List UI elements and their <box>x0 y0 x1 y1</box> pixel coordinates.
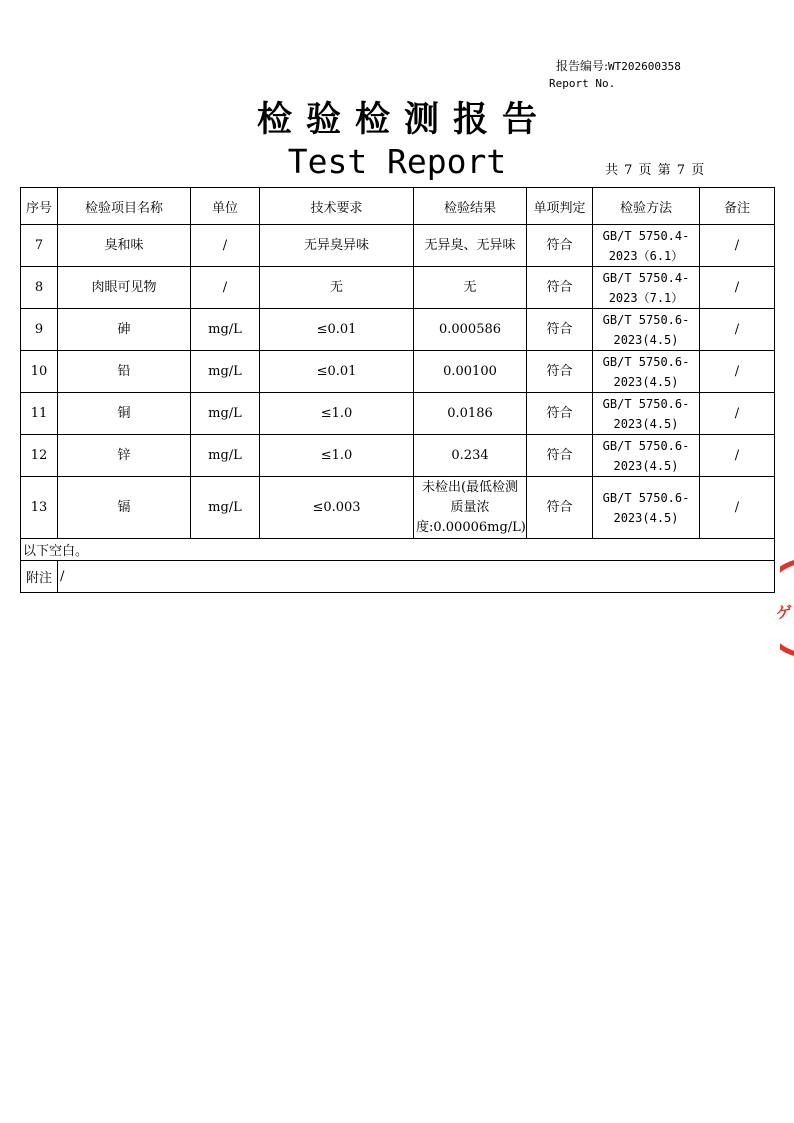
cell-result: 无 <box>414 267 527 309</box>
col-header-method: 检验方法 <box>593 188 700 225</box>
title-en: Test Report <box>287 142 507 181</box>
note-value: / <box>58 561 775 593</box>
cell-requirement: ≤0.01 <box>260 351 414 393</box>
cell-judgement: 符合 <box>527 435 593 477</box>
cell-remark: / <box>700 351 775 393</box>
cell-no: 8 <box>21 267 58 309</box>
stamp-mark: ゲ <box>776 603 793 622</box>
title-cn: 检验检测报告 <box>256 99 551 140</box>
table-header <box>21 188 775 225</box>
cell-result: 0.0186 <box>414 393 527 435</box>
cell-remark: / <box>700 309 775 351</box>
results-table <box>20 187 775 593</box>
cell-result: 0.000586 <box>414 309 527 351</box>
cell-method <box>593 477 700 539</box>
cell-method <box>593 435 700 477</box>
cell-remark: / <box>700 393 775 435</box>
cell-judgement: 符合 <box>527 351 593 393</box>
col-header-no: 序号 <box>21 188 58 225</box>
cell-method <box>593 225 700 267</box>
cell-judgement: 符合 <box>527 309 593 351</box>
result-line: 质量浓 <box>450 499 490 515</box>
method-line: 2023(4.5) <box>613 416 679 431</box>
cell-item: 砷 <box>58 309 191 351</box>
col-header-remark: 备注 <box>700 188 775 225</box>
cell-item: 铅 <box>58 351 191 393</box>
cell-unit: mg/L <box>191 393 260 435</box>
table-row <box>21 393 775 435</box>
cell-method <box>593 351 700 393</box>
blank-row <box>21 539 775 561</box>
cell-result: 无异臭、无异味 <box>414 225 527 267</box>
note-row <box>21 561 775 593</box>
col-header-unit: 单位 <box>191 188 260 225</box>
cell-item: 镉 <box>58 477 191 539</box>
method-line: GB/T 5750.4- <box>602 228 690 243</box>
cell-unit: mg/L <box>191 477 260 539</box>
cell-unit: mg/L <box>191 351 260 393</box>
cell-no: 12 <box>21 435 58 477</box>
method-line: 2023(4.5) <box>613 332 679 347</box>
method-line: GB/T 5750.6- <box>602 490 690 505</box>
cell-result: 0.00100 <box>414 351 527 393</box>
cell-item: 锌 <box>58 435 191 477</box>
cell-requirement: ≤1.0 <box>260 393 414 435</box>
report-number <box>549 58 681 92</box>
cell-no: 10 <box>21 351 58 393</box>
method-line: GB/T 5750.6- <box>602 396 690 411</box>
result-line: 未检出(最低检测 <box>421 479 519 495</box>
col-header-judgement: 单项判定 <box>527 188 593 225</box>
cell-remark: / <box>700 477 775 539</box>
cell-requirement: 无 <box>260 267 414 309</box>
method-line: 2023（6.1） <box>608 248 684 263</box>
cell-unit: / <box>191 225 260 267</box>
cell-judgement: 符合 <box>527 393 593 435</box>
cell-judgement: 符合 <box>527 477 593 539</box>
cell-requirement: ≤1.0 <box>260 435 414 477</box>
report-no-value: WT202600358 <box>608 60 681 73</box>
table-row <box>21 351 775 393</box>
method-line: GB/T 5750.4- <box>602 270 690 285</box>
method-line: 2023(4.5) <box>613 458 679 473</box>
cell-requirement: ≤0.01 <box>260 309 414 351</box>
cell-unit: mg/L <box>191 309 260 351</box>
method-line: 2023(4.5) <box>613 374 679 389</box>
cell-method <box>593 393 700 435</box>
method-line: GB/T 5750.6- <box>602 312 690 327</box>
cell-item: 臭和味 <box>58 225 191 267</box>
cell-no: 7 <box>21 225 58 267</box>
table-row <box>21 267 775 309</box>
cell-remark: / <box>700 435 775 477</box>
report-no-label: 报告编号: <box>556 59 609 73</box>
cell-judgement: 符合 <box>527 267 593 309</box>
cell-no: 9 <box>21 309 58 351</box>
cell-unit: mg/L <box>191 435 260 477</box>
result-line: 度:0.00006mg/L) <box>416 519 526 535</box>
cell-item: 铜 <box>58 393 191 435</box>
report-no-label-en: Report No. <box>549 77 616 90</box>
cell-method <box>593 267 700 309</box>
table-row <box>21 477 775 539</box>
blank-text: 以下空白。 <box>21 539 775 561</box>
cell-remark: / <box>700 267 775 309</box>
cell-judgement: 符合 <box>527 225 593 267</box>
method-line: GB/T 5750.6- <box>602 354 690 369</box>
cell-result <box>414 477 527 539</box>
cell-result: 0.234 <box>414 435 527 477</box>
cell-item: 肉眼可见物 <box>58 267 191 309</box>
cell-no: 13 <box>21 477 58 539</box>
cell-unit: / <box>191 267 260 309</box>
col-header-requirement: 技术要求 <box>260 188 414 225</box>
method-line: GB/T 5750.6- <box>602 438 690 453</box>
table-row <box>21 225 775 267</box>
col-header-result: 检验结果 <box>414 188 527 225</box>
method-line: 2023（7.1） <box>608 290 684 305</box>
cell-requirement: 无异臭异味 <box>260 225 414 267</box>
table-row <box>21 309 775 351</box>
cell-requirement: ≤0.003 <box>260 477 414 539</box>
cell-no: 11 <box>21 393 58 435</box>
cell-remark: / <box>700 225 775 267</box>
method-line: 2023(4.5) <box>613 510 679 525</box>
note-label: 附注 <box>21 561 58 593</box>
page-count: 共 7 页 第 7 页 <box>605 163 706 178</box>
col-header-item: 检验项目名称 <box>58 188 191 225</box>
cell-method <box>593 309 700 351</box>
table-row <box>21 435 775 477</box>
